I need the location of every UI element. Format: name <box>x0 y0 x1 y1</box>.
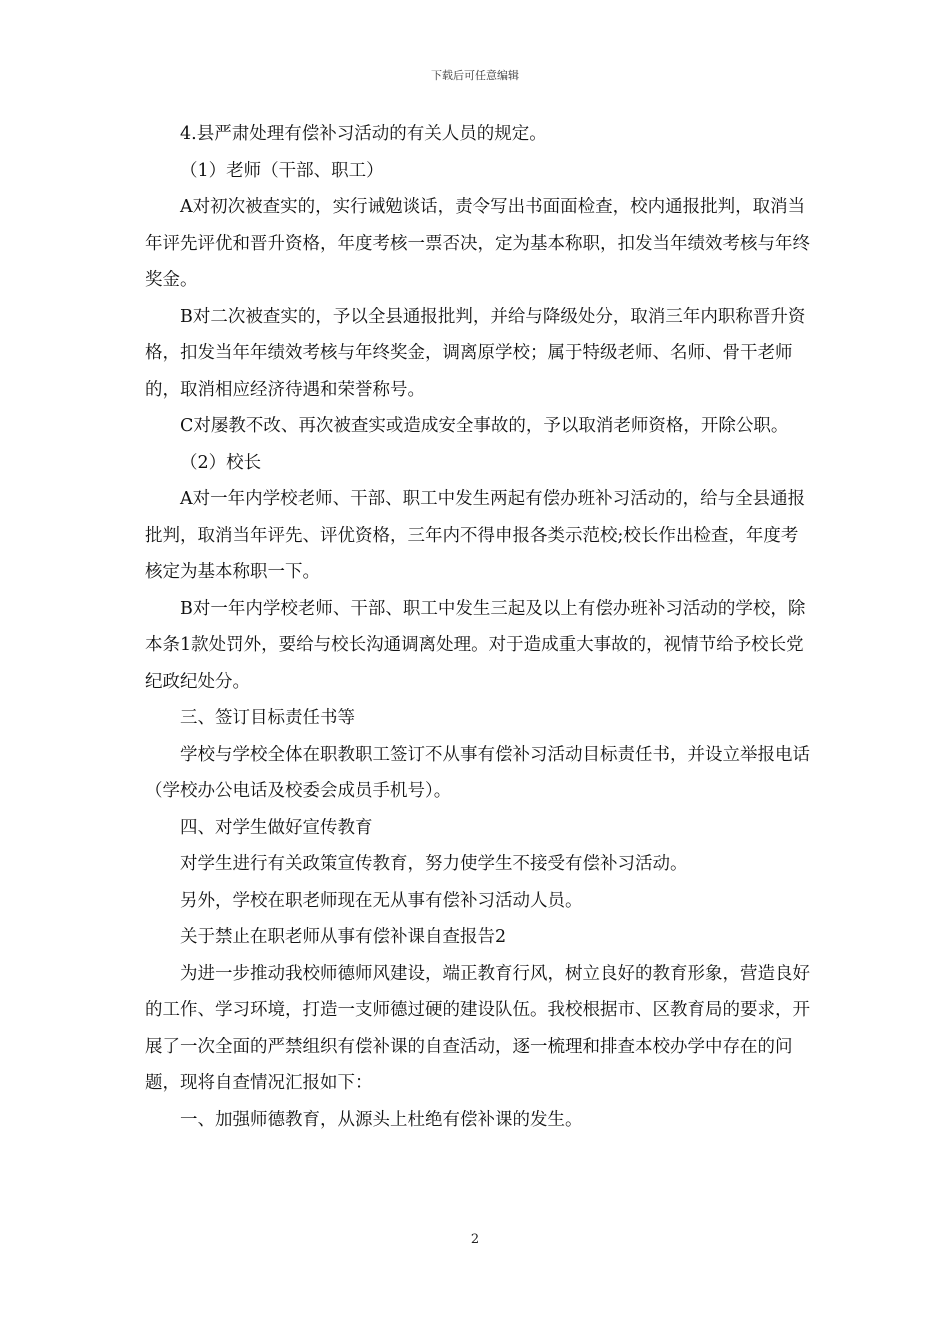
page-number: 2 <box>470 1232 480 1247</box>
paragraph: 4.县严肃处理有偿补习活动的有关人员的规定。 <box>180 124 547 144</box>
report-title: 关于禁止在职老师从事有偿补课自查报告2 <box>180 927 507 947</box>
paragraph: （1）老师（干部、职工） <box>180 160 384 181</box>
paragraph: B对一年内学校老师、干部、职工中发生三起及以上有偿办班补习活动的学校，除本条1款处罚外，要给与校长沟通调离处理。对于造成重大事故的，视情节给予校长党纪政纪处分。 <box>145 598 806 692</box>
paragraph: 另外，学校在职老师现在无从事有偿补习活动人员。 <box>180 890 583 911</box>
paragraph: 对学生进行有关政策宣传教育，努力使学生不接受有偿补习活动。 <box>180 854 688 874</box>
paragraph: B对二次被查实的，予以全县通报批判，并给与降级处分，取消三年内职称晋升资格，扣发当年年绩效考核与年终奖金，调离原学校；属于特级老师、名师、骨干老师的，取消相应经济待遇和荣誉称号。 <box>145 306 806 400</box>
paragraph: 学校与学校全体在职教职工签订不从事有偿补习活动目标责任书，并设立举报电话（学校办公电话及校委会成员手机号）。 <box>145 744 810 801</box>
page-header: 下载后可任意编辑 <box>431 69 519 82</box>
section-heading: 四、对学生做好宣传教育 <box>180 817 373 838</box>
paragraph: （2）校长 <box>180 452 262 473</box>
section-heading: 一、加强师德教育，从源头上杜绝有偿补课的发生。 <box>180 1109 583 1130</box>
paragraph: C对屡教不改、再次被查实或造成安全事故的，予以取消老师资格，开除公职。 <box>180 416 789 436</box>
document-body <box>145 116 810 1138</box>
section-heading: 三、签订目标责任书等 <box>180 708 355 728</box>
paragraph: A对初次被查实的，实行诫勉谈话，责令写出书面面检查，校内通报批判，取消当年评先评优和晋升资格，年度考核一票否决，定为基本称职，扣发当年绩效考核与年终奖金。 <box>145 197 810 290</box>
paragraph: 为进一步推动我校师德师风建设，端正教育行风，树立良好的教育形象，营造良好的工作、学习环境，打造一支师德过硬的建设队伍。我校根据市、区教育局的要求，开展了一次全面的严禁组织有偿补课的自查活动，逐一梳理和排查本校办学中存在的问题，现将自查情况汇报如下： <box>145 963 810 1093</box>
paragraph: A对一年内学校老师、干部、职工中发生两起有偿办班补习活动的，给与全县通报批判，取消当年评先、评优资格，三年内不得申报各类示范校;校长作出检查，年度考核定为基本称职一下。 <box>145 489 806 582</box>
